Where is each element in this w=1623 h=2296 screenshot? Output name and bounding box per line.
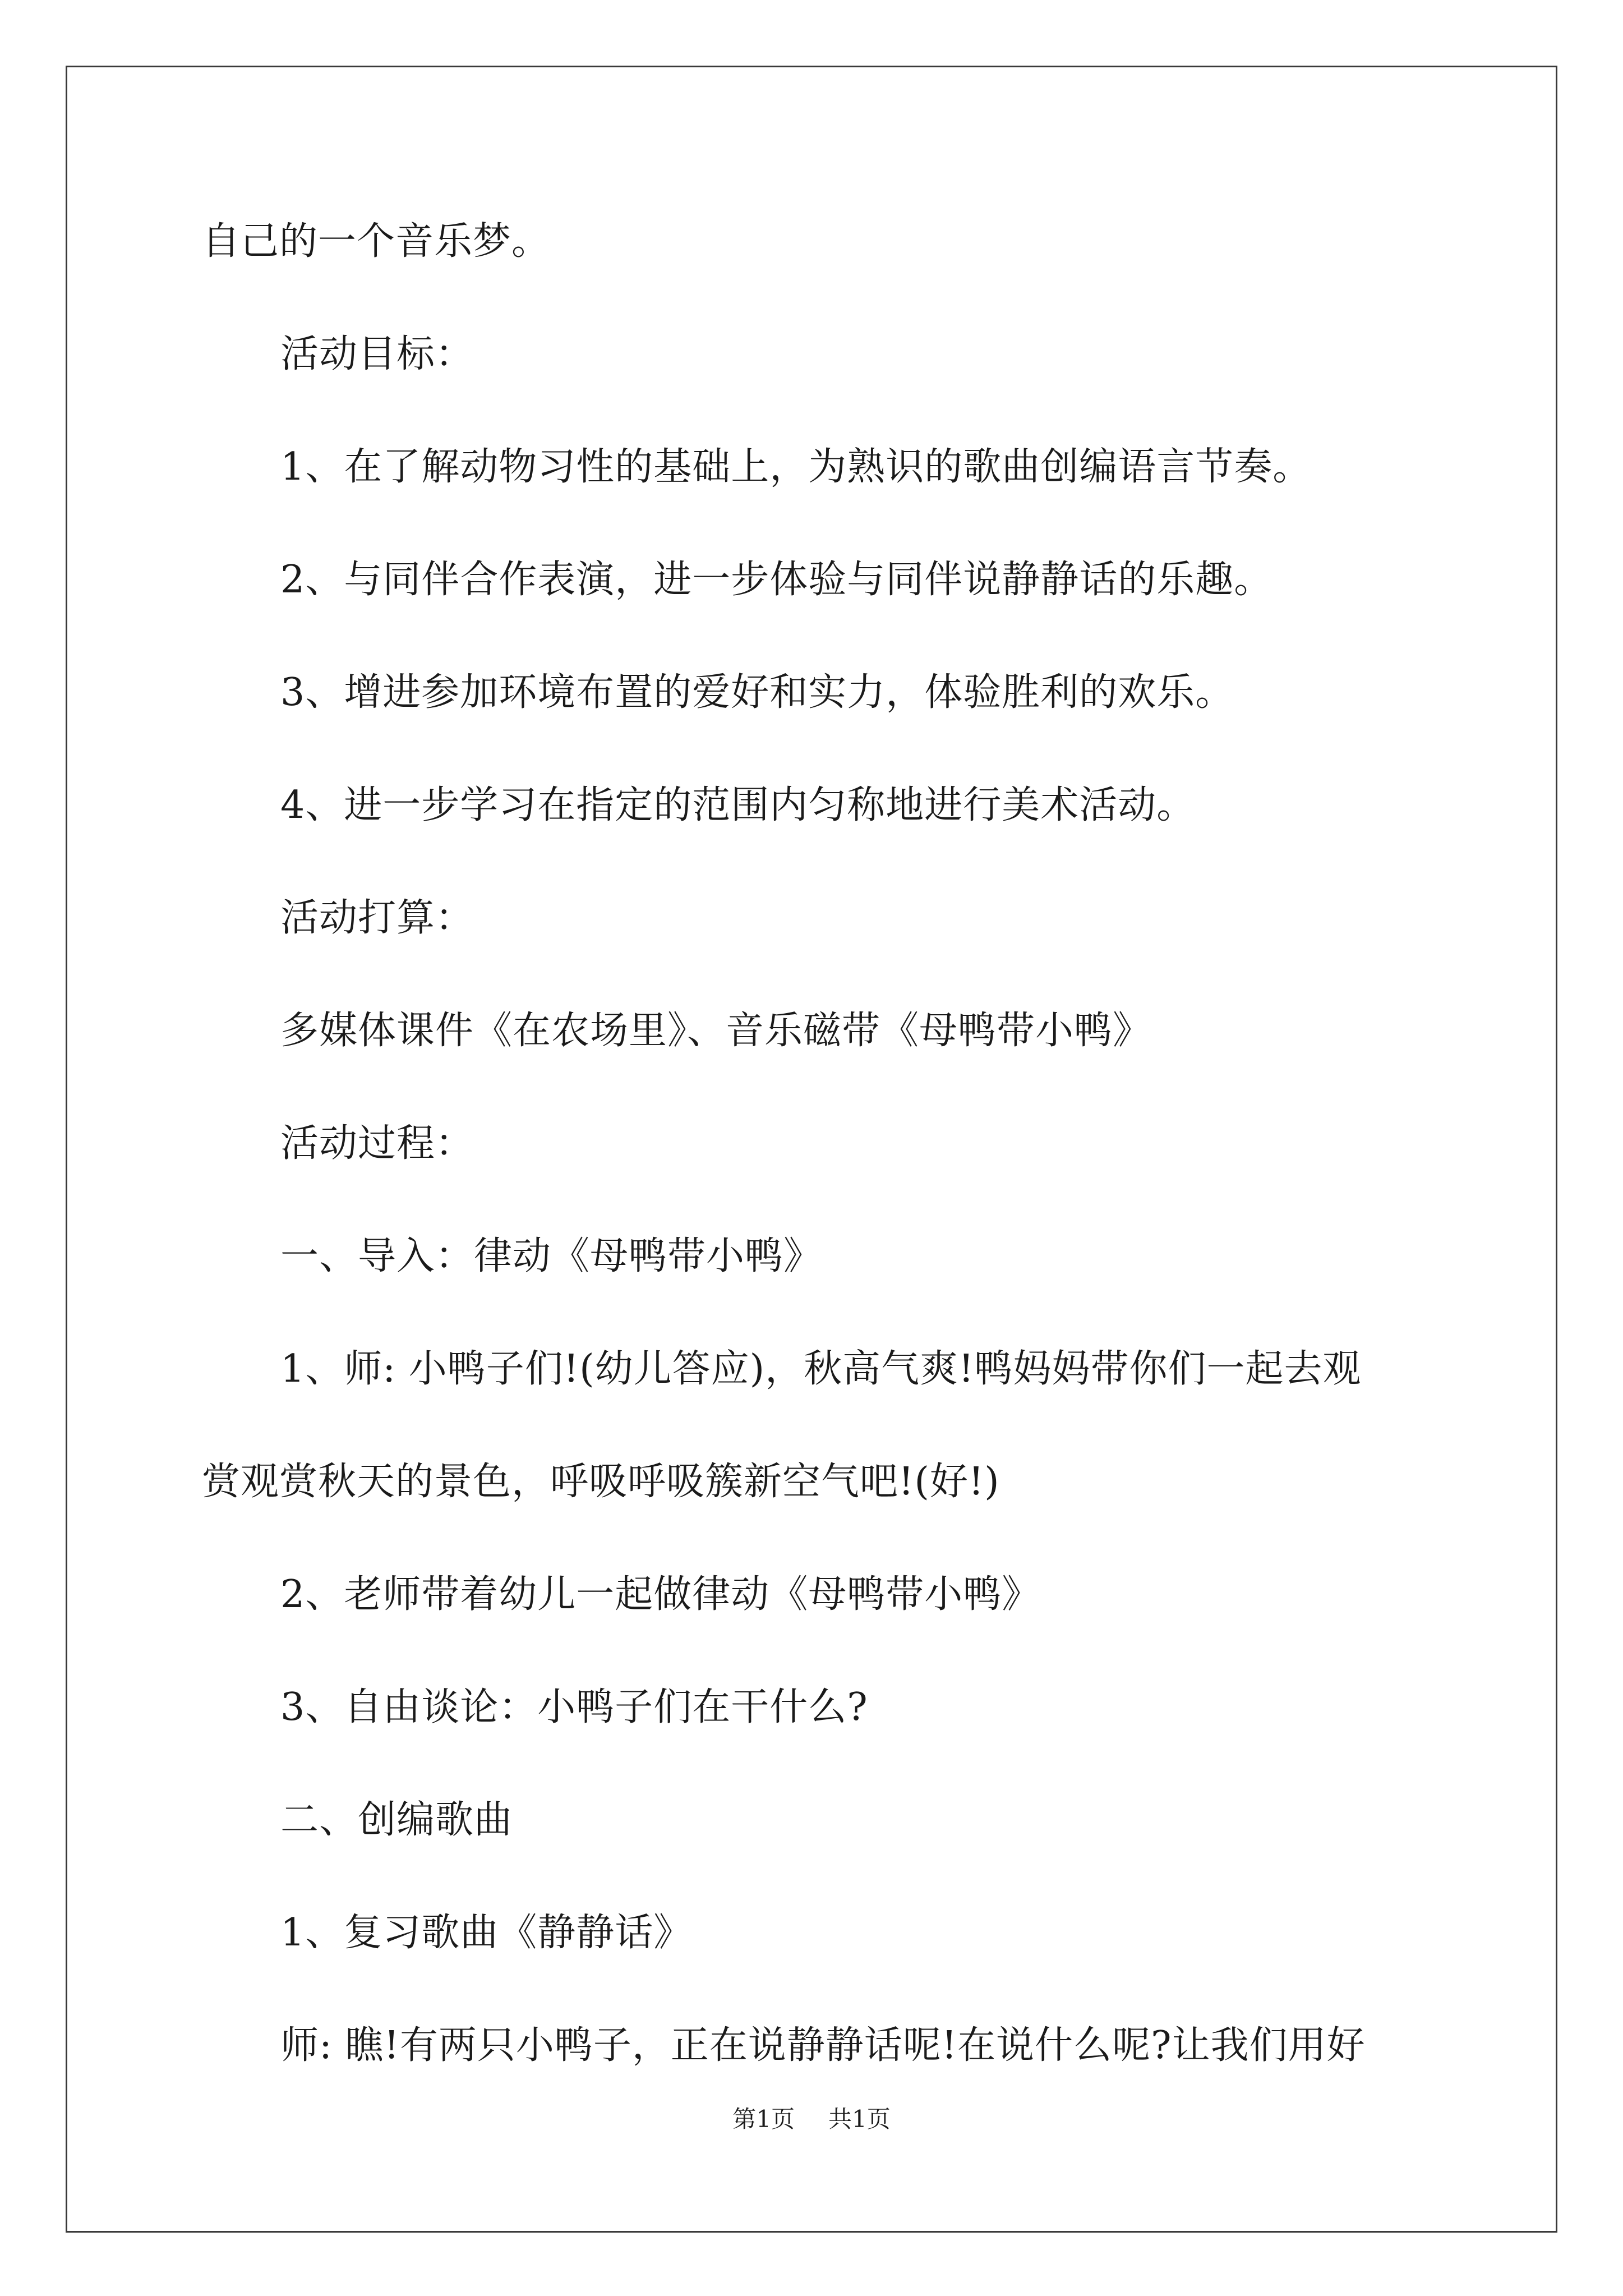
paragraph-6: 4、进一步学习在指定的范围内匀称地进行美术活动。 — [280, 783, 1196, 827]
paragraph-11: 1、师: 小鸭子们!(幼儿答应)，秋高气爽!鸭妈妈带你们一起去观 — [280, 1347, 1362, 1391]
document-body — [202, 213, 1475, 2130]
paragraph-4: 2、与同伴合作表演，进一步体验与同伴说静静话的乐趣。 — [280, 558, 1273, 602]
page-total: 共1页 — [828, 2105, 891, 2133]
page-footer — [0, 2101, 1623, 2134]
paragraph-3: 1、在了解动物习性的基础上，为熟识的歌曲创编语言节奏。 — [280, 445, 1312, 489]
paragraph-13: 2、老师带着幼儿一起做律动《母鸭带小鸭》 — [280, 1572, 1041, 1617]
paragraph-1: 自己的一个音乐梦。 — [202, 219, 551, 264]
paragraph-10: 一、导入：律动《母鸭带小鸭》 — [280, 1234, 823, 1278]
paragraph-8: 多媒体课件《在农场里》、音乐磁带《母鸭带小鸭》 — [280, 1009, 1152, 1053]
paragraph-2: 活动目标： — [280, 332, 474, 376]
paragraph-7: 活动打算： — [280, 896, 474, 940]
page-number: 第1页 — [732, 2105, 795, 2133]
paragraph-14: 3、自由谈论：小鸭子们在干什么? — [280, 1685, 868, 1729]
paragraph-5: 3、增进参加环境布置的爱好和实力，体验胜利的欢乐。 — [280, 670, 1234, 715]
paragraph-12: 赏观赏秋天的景色，呼吸呼吸簇新空气吧!(好!) — [202, 1460, 1000, 1504]
paragraph-9: 活动过程： — [280, 1121, 474, 1166]
paragraph-15: 二、创编歌曲 — [280, 1798, 513, 1842]
paragraph-17: 师: 瞧!有两只小鸭子，正在说静静话呢!在说什么呢?让我们用好 — [280, 2023, 1366, 2068]
paragraph-16: 1、复习歌曲《静静话》 — [280, 1911, 693, 1955]
